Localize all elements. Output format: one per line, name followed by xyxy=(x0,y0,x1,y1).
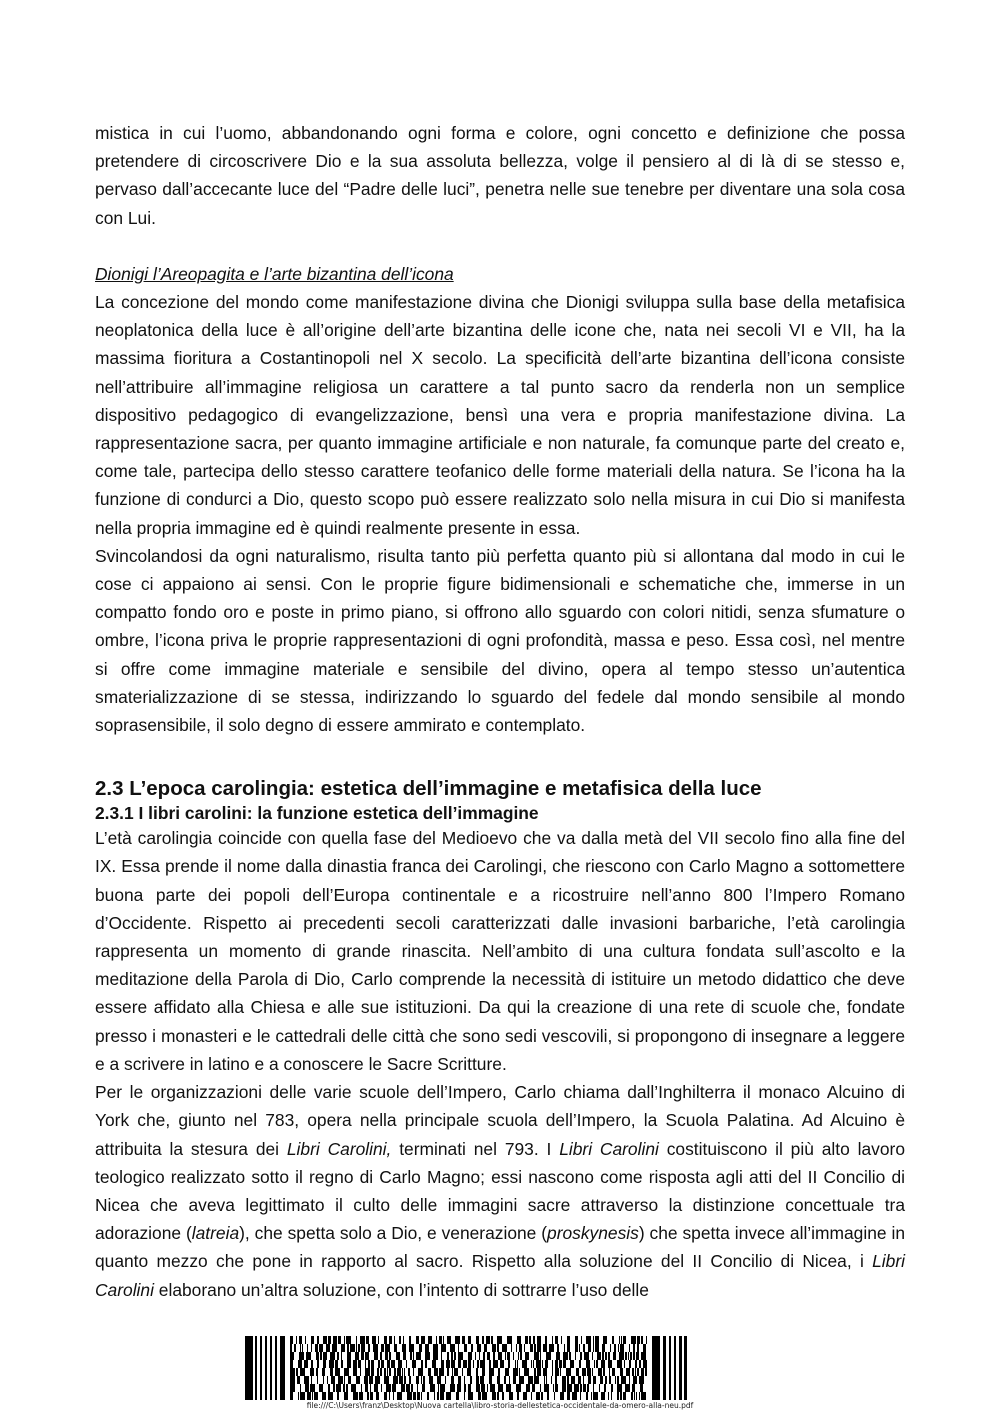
footer-file-path: file:///C:\Users\franz\Desktop\Nuova cartella\libro-storia-dellestetica-occidentale-da-omero-alla-neu.pdf xyxy=(306,1401,694,1410)
proskynesis-term: proskynesis xyxy=(547,1223,639,1244)
icon-paragraph-1: La concezione del mondo come manifestazione divina che Dionigi sviluppa sulla base della metafisica neoplatonica della luce è all’origine dell’arte bizantina delle icone che, nata nei secoli VI e VII, ha la massima fioritura a Costantinopoli nel X secolo. La specificità dell’arte bizantina dell’icona consiste nell’attribuire all’immagine religiosa un carattere a tal punto sacro da renderla non un semplice dispositivo pedagogico di evangelizzazione, bensì una vera e propria manifestazione divina. La rappresentazione sacra, per quanto immagine artificiale e non naturale, fa comunque parte del creato e, come tale, partecipa dello stesso carattere teofanico delle forme materiali della natura. Se l’icona ha la funzione di condurci a Dio, questo scopo può essere realizzato solo nella misura in cui Dio si manifesta nella propria immagine ed è quindi realmente presente in essa. xyxy=(95,292,905,538)
icon-paragraph-2: Svincolandosi da ogni naturalismo, risulta tanto più perfetta quanto più si allontana dal modo in cui le cose ci appaiono ai sensi. Con le proprie figure bidimensionali e schematiche che, immerse in un compatto fondo oro e poste in primo piano, si offrono allo sguardo con colori nitidi, senza sfumature o ombre, l’icona priva le proprie rappresentazioni di ogni profondità, massa e peso. Essa così, nel mentre si offre come immagine materiale e sensibile del divino, opera al tempo stesso un’autentica smaterializzazione di se stessa, indirizzando lo sguardo del fedele dal mondo sensibile al mondo soprasensibile, il solo degno di essere ammirato e contemplato. xyxy=(95,545,905,736)
latreia-term: latreia xyxy=(191,1223,240,1244)
alcuino-text-6: elaborano un’altra soluzione, con l’intento di sottrarre l’uso delle xyxy=(153,1279,649,1300)
alcuino-text-2: terminati nel 793. I xyxy=(391,1138,560,1159)
alcuino-text-3: costituiscono il più alto lavoro teologico realizzato sotto il regno di Carlo Magno; essi nascono come risposta agli atti del II Concilio di Nicea che aveva legittimato il culto delle immagini sacre attraverso la distinzione concettuale tra adorazione ( xyxy=(95,1138,905,1244)
alcuino-paragraph xyxy=(95,1078,905,1304)
document-body xyxy=(95,119,905,1304)
pdf417-barcode xyxy=(245,1336,687,1400)
alcuino-text-4: ), che spetta solo a Dio, e venerazione ( xyxy=(239,1223,548,1244)
libri-carolini-title-3: Libri Carolini xyxy=(95,1251,905,1300)
libri-carolini-title: Libri Carolini, xyxy=(286,1138,392,1159)
section-heading: 2.3 L’epoca carolingia: estetica dell’immagine e metafisica della luce xyxy=(95,777,762,801)
carolingian-paragraph: L’età carolingia coincide con quella fase del Medioevo che va dalla metà del VII secolo fino alla fine del IX. Essa prende il nome dalla dinastia franca dei Carolingi, che riescono con Carlo Magno a sottomettere buona parte dei popoli dell’Europa continentale e a ricostruire nell’anno 800 l’Impero Romano d’Occidente. Rispetto ai precedenti secoli caratterizzati dalle invasioni barbariche, l’età carolingia rappresenta un momento di grande rinascita. Nell’ambito di una cultura fondata sull’ascolto e la meditazione della Parola di Dio, Carlo comprende la necessità di istituire un metodo didattico che deve essere affidato alla Chiesa e alle sue istituzioni. Da qui la creazione di una rete di scuole che, fondate presso i monasteri e le cattedrali delle città che sono sedi vescovili, si propongono di insegnare a leggere e a scrivere in latino e a conoscere le Sacre Scritture. xyxy=(95,828,905,1074)
alcuino-text-5: ) che spetta invece all’immagine in quanto mezzo che pone in rapporto al sacro. Rispetto alla soluzione del II Concilio di Nicea, i xyxy=(95,1223,905,1272)
icon-subheading: Dionigi l’Areopagita e l’arte bizantina dell’icona xyxy=(95,263,454,284)
alcuino-text-1: Per le organizzazioni delle varie scuole dell’Impero, Carlo chiama dall’Inghilterra il monaco Alcuino di York che, giunto nel 783, opera nella principale scuola dell’Impero, la Scuola Palatina. Ad Alcuino è attribuita la stesura dei xyxy=(95,1082,905,1159)
intro-paragraph: mistica in cui l’uomo, abbandonando ogni forma e colore, ogni concetto e definizione che possa pretendere di circoscrivere Dio e la sua assoluta bellezza, volge il pensiero al di là di se stesso e, pervaso dall’accecante luce del “Padre delle luci”, penetra nelle sue tenebre per diventare una sola cosa con Lui. xyxy=(95,123,905,228)
libri-carolini-title-2: Libri Carolini xyxy=(559,1138,659,1159)
subsection-heading: 2.3.1 I libri carolini: la funzione estetica dell’immagine xyxy=(95,803,539,824)
